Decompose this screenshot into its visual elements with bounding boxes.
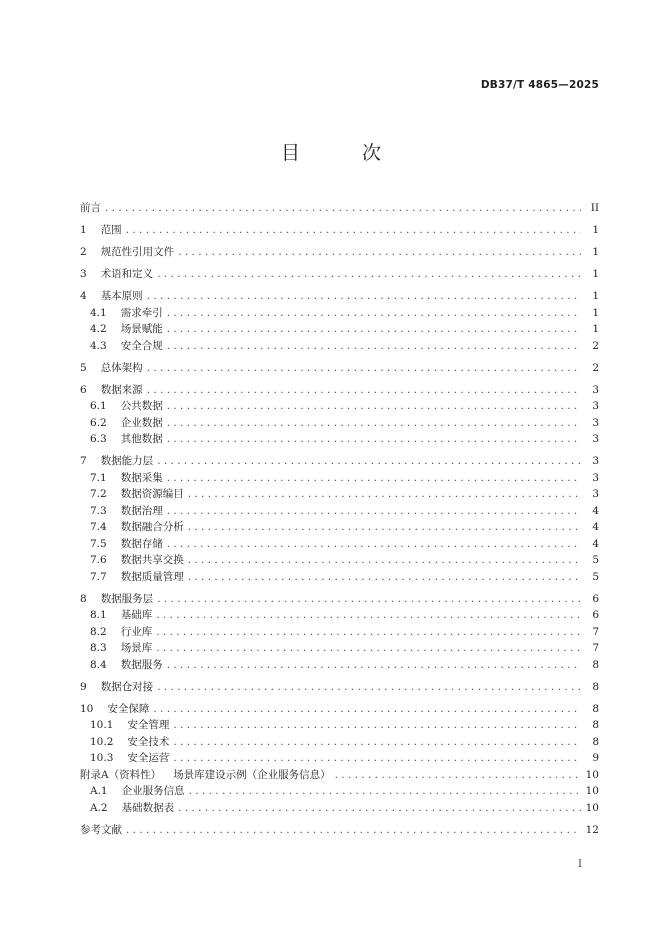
toc-entry[interactable] xyxy=(80,701,599,718)
toc-entry-page: 8 xyxy=(592,658,599,671)
toc-entry-page: 7 xyxy=(592,625,599,638)
toc-entry-label: 数据治理 xyxy=(120,504,163,517)
toc-entry-label: 前言 xyxy=(80,202,101,214)
toc-entry-page: 1 xyxy=(592,306,599,319)
document-code: DB37/T 4865—2025 xyxy=(480,79,599,91)
toc-entry-number: 10 xyxy=(80,702,94,715)
page-number: I xyxy=(578,859,582,870)
toc-leader-dots xyxy=(167,321,581,338)
toc-entry-label: 基础库 xyxy=(120,609,153,621)
toc-entry[interactable] xyxy=(80,305,599,322)
toc-entry-page: 8 xyxy=(592,680,599,693)
toc-entry-page: 5 xyxy=(592,554,599,566)
toc-leader-dots xyxy=(157,679,581,696)
toc-entry-page: 10 xyxy=(585,801,599,814)
toc-entry-label: 安全技术 xyxy=(127,735,170,748)
toc-entry-page: 3 xyxy=(592,416,599,429)
toc-leader-dots xyxy=(147,288,581,305)
toc-entry-page: 3 xyxy=(592,471,599,484)
toc-entry[interactable] xyxy=(80,624,599,641)
toc-entry[interactable] xyxy=(80,657,599,674)
toc-entry[interactable] xyxy=(80,640,599,657)
toc-leader-dots xyxy=(167,305,581,322)
toc-leader-dots xyxy=(157,266,581,283)
toc-entry-number: 6 xyxy=(80,383,87,396)
toc-entry-page: 3 xyxy=(592,383,599,396)
toc-entry-number: 8 xyxy=(80,592,87,605)
toc-entry-number: 4.2 xyxy=(90,323,107,335)
page-title: 目 次 xyxy=(280,142,410,164)
toc-entry-label: 公共数据 xyxy=(120,400,163,412)
toc-entry-label: 数据资源编目 xyxy=(120,488,184,500)
toc-entry-label: 规范性引用文件 xyxy=(100,246,175,258)
toc-entry-label: 需求牵引 xyxy=(120,306,163,319)
toc-entry-number: 3 xyxy=(80,268,87,280)
toc-entry-page: 4 xyxy=(592,537,599,550)
toc-entry[interactable] xyxy=(80,222,599,239)
toc-entry[interactable] xyxy=(80,266,599,283)
toc-entry-page: 10 xyxy=(585,785,599,797)
toc-entry-label: 安全保障 xyxy=(107,702,150,715)
table-of-contents xyxy=(80,200,599,838)
toc-entry-page: 3 xyxy=(592,400,599,412)
toc-entry-number: 9 xyxy=(80,680,87,693)
toc-entry-page: 2 xyxy=(592,361,599,374)
toc-entry[interactable] xyxy=(80,338,599,355)
toc-leader-dots xyxy=(188,519,581,536)
toc-entry-label: 数据采集 xyxy=(120,471,163,484)
toc-entry-page: 4 xyxy=(592,521,599,533)
toc-leader-dots xyxy=(147,382,581,399)
toc-entry-label: 数据服务层 xyxy=(100,592,154,605)
toc-entry-page: 3 xyxy=(592,488,599,500)
toc-entry[interactable] xyxy=(80,536,599,553)
toc-entry-label: 场景赋能 xyxy=(120,323,163,335)
toc-entry-label: 场景库 xyxy=(120,642,153,654)
toc-leader-dots xyxy=(188,486,581,503)
toc-entry-page: 6 xyxy=(592,609,599,621)
toc-entry[interactable] xyxy=(80,569,599,586)
toc-entry[interactable] xyxy=(80,552,599,569)
toc-leader-dots xyxy=(156,640,581,657)
toc-entry-number: 1 xyxy=(80,224,87,236)
toc-leader-dots xyxy=(173,750,581,767)
toc-entry-page: II xyxy=(590,202,599,214)
toc-leader-dots xyxy=(147,360,581,377)
toc-entry-page: 9 xyxy=(592,752,599,764)
toc-entry[interactable] xyxy=(80,415,599,432)
toc-leader-dots xyxy=(157,591,581,608)
toc-entry[interactable] xyxy=(80,717,599,734)
toc-entry-number: 7.5 xyxy=(90,537,107,550)
toc-entry-number: 6.2 xyxy=(90,416,107,429)
toc-entry[interactable] xyxy=(80,321,599,338)
toc-leader-dots xyxy=(188,552,581,569)
toc-entry[interactable] xyxy=(80,734,599,751)
toc-leader-dots xyxy=(188,569,581,586)
toc-entry[interactable] xyxy=(80,200,599,217)
toc-entry[interactable] xyxy=(80,360,599,377)
toc-entry-number: 8.1 xyxy=(90,609,107,621)
toc-leader-dots xyxy=(178,800,581,817)
toc-entry-page: 8 xyxy=(592,702,599,715)
toc-leader-dots xyxy=(156,607,581,624)
toc-entry-page: 5 xyxy=(592,570,599,583)
toc-entry-page: 1 xyxy=(592,224,599,236)
toc-entry[interactable] xyxy=(80,503,599,520)
toc-entry-page: 3 xyxy=(592,433,599,445)
toc-entry-page: 1 xyxy=(592,268,599,280)
toc-entry-label: 范围 xyxy=(100,224,122,236)
toc-entry-label: 数据存储 xyxy=(120,537,163,550)
toc-entry[interactable] xyxy=(80,591,599,608)
toc-entry-number: 8.3 xyxy=(90,642,107,654)
toc-entry-page: 1 xyxy=(592,246,599,258)
toc-entry[interactable] xyxy=(80,382,599,399)
toc-entry[interactable] xyxy=(80,750,599,767)
toc-entry-label: 数据能力层 xyxy=(100,455,154,467)
toc-entry-label: 数据共享交换 xyxy=(120,554,184,566)
toc-entry-number: 附录A（资料性） xyxy=(80,768,162,781)
toc-entry-label: 基本原则 xyxy=(100,290,143,302)
toc-entry-number: 6.1 xyxy=(90,400,107,412)
toc-entry-number: 7.7 xyxy=(90,570,107,583)
toc-entry[interactable] xyxy=(80,431,599,448)
toc-entry-label: 参考文献 xyxy=(80,823,122,836)
toc-leader-dots xyxy=(167,338,581,355)
toc-entry[interactable] xyxy=(80,767,599,784)
toc-leader-dots xyxy=(167,657,581,674)
toc-entry-label: 数据服务 xyxy=(120,658,163,671)
toc-entry-number: 4 xyxy=(80,290,87,302)
toc-entry[interactable] xyxy=(80,470,599,487)
toc-entry-label: 数据仓对接 xyxy=(100,680,154,693)
toc-leader-dots xyxy=(105,200,581,217)
toc-entry[interactable] xyxy=(80,288,599,305)
toc-entry-label: 基础数据表 xyxy=(121,801,175,814)
toc-leader-dots xyxy=(173,717,581,734)
toc-entry-label: 术语和定义 xyxy=(100,268,154,280)
toc-leader-dots xyxy=(189,783,581,800)
toc-entry-page: 8 xyxy=(592,719,599,731)
toc-entry-page: 1 xyxy=(592,290,599,302)
toc-leader-dots xyxy=(167,536,581,553)
toc-leader-dots xyxy=(126,222,581,239)
toc-leader-dots xyxy=(153,701,581,718)
toc-entry-number: 4.1 xyxy=(90,306,107,319)
toc-leader-dots xyxy=(167,398,581,415)
toc-entry[interactable] xyxy=(80,783,599,800)
toc-entry-number: 7.3 xyxy=(90,504,107,517)
toc-entry-page: 10 xyxy=(585,768,599,781)
toc-entry[interactable] xyxy=(80,822,599,839)
toc-entry-label: 安全管理 xyxy=(127,719,170,731)
toc-entry-number: 7.1 xyxy=(90,471,107,484)
toc-entry-page: 8 xyxy=(592,735,599,748)
toc-entry-number: 10.2 xyxy=(90,735,114,748)
toc-entry-number: 2 xyxy=(80,246,87,258)
toc-entry-page: 6 xyxy=(592,592,599,605)
toc-entry-number: 7 xyxy=(80,455,87,467)
toc-leader-dots xyxy=(335,767,581,784)
toc-entry-number: 8.4 xyxy=(90,658,107,671)
toc-entry[interactable] xyxy=(80,800,599,817)
toc-leader-dots xyxy=(167,503,581,520)
toc-entry[interactable] xyxy=(80,244,599,261)
toc-entry-label: 数据质量管理 xyxy=(120,570,184,583)
toc-entry-number: 7.2 xyxy=(90,488,107,500)
toc-entry[interactable] xyxy=(80,607,599,624)
toc-leader-dots xyxy=(167,470,581,487)
toc-entry[interactable] xyxy=(80,398,599,415)
toc-entry-page: 1 xyxy=(592,323,599,335)
toc-entry-number: A.1 xyxy=(90,785,108,797)
toc-entry[interactable] xyxy=(80,486,599,503)
toc-entry[interactable] xyxy=(80,519,599,536)
toc-entry-number: 7.4 xyxy=(90,521,107,533)
toc-entry-label: 安全运营 xyxy=(127,752,170,764)
toc-entry-label: 场景库建设示例（企业服务信息） xyxy=(173,768,331,781)
toc-entry-label: 企业服务信息 xyxy=(121,785,185,797)
toc-entry-label: 安全合规 xyxy=(120,339,163,352)
toc-entry-page: 2 xyxy=(592,339,599,352)
toc-leader-dots xyxy=(156,624,581,641)
toc-leader-dots xyxy=(167,431,581,448)
toc-entry-label: 总体架构 xyxy=(100,361,143,374)
toc-leader-dots xyxy=(173,734,581,751)
toc-entry-label: 行业库 xyxy=(120,625,153,638)
toc-leader-dots xyxy=(178,244,581,261)
toc-entry[interactable] xyxy=(80,679,599,696)
toc-entry-page: 3 xyxy=(592,455,599,467)
toc-entry-number: A.2 xyxy=(90,801,108,814)
toc-entry-page: 4 xyxy=(592,504,599,517)
toc-leader-dots xyxy=(126,822,581,839)
toc-entry-page: 12 xyxy=(585,823,599,836)
toc-entry-page: 7 xyxy=(592,642,599,654)
toc-leader-dots xyxy=(157,453,581,470)
toc-leader-dots xyxy=(167,415,581,432)
toc-entry-label: 数据融合分析 xyxy=(120,521,184,533)
toc-entry[interactable] xyxy=(80,453,599,470)
toc-entry-number: 10.3 xyxy=(90,752,114,764)
toc-entry-label: 数据来源 xyxy=(100,383,143,396)
toc-entry-number: 6.3 xyxy=(90,433,107,445)
toc-entry-label: 其他数据 xyxy=(120,433,163,445)
toc-entry-number: 5 xyxy=(80,361,87,374)
toc-entry-label: 企业数据 xyxy=(120,416,163,429)
toc-entry-number: 7.6 xyxy=(90,554,107,566)
toc-entry-number: 4.3 xyxy=(90,339,107,352)
toc-entry-number: 8.2 xyxy=(90,625,107,638)
toc-entry-number: 10.1 xyxy=(90,719,114,731)
